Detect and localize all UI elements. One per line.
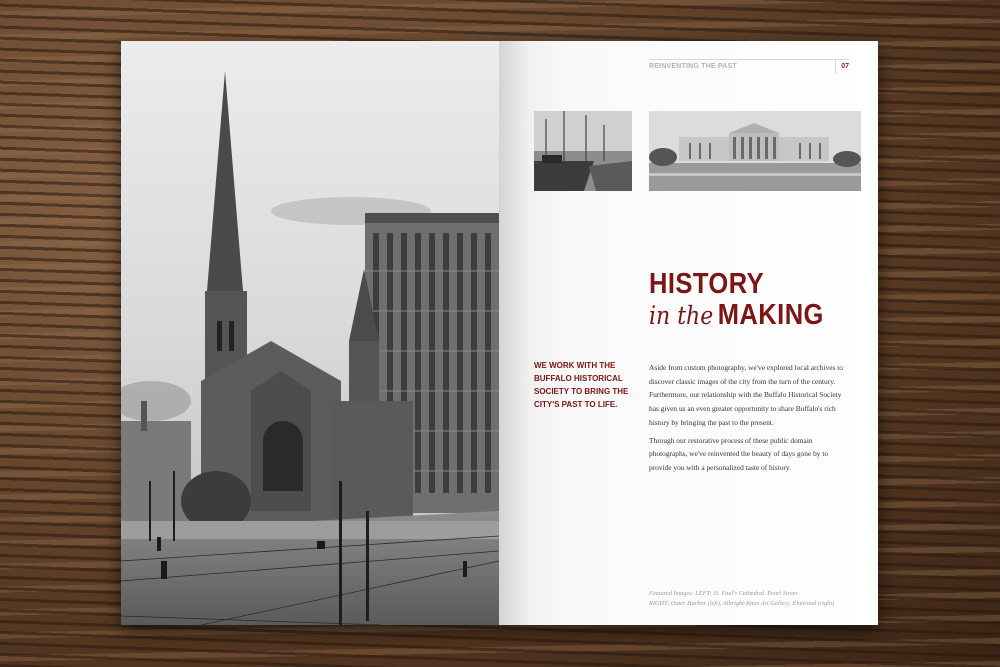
harbor-photo xyxy=(534,111,632,191)
caption-line-2: RIGHT: Outer Harbor (left), Albright-Knox Art Gallery, Elmwood (right) xyxy=(649,600,835,607)
right-page xyxy=(499,41,878,625)
body-copy xyxy=(649,361,846,479)
photo-caption xyxy=(649,589,859,609)
headline-italic-text: in the xyxy=(649,301,714,330)
page-number: 07 xyxy=(835,60,849,74)
headline-bold-text: MAKING xyxy=(717,299,824,331)
magazine-spread xyxy=(121,41,878,625)
pull-quote: WE WORK WITH THE BUFFALO HISTORICAL SOCIETY TO BRING THE CITY'S PAST TO LIFE. xyxy=(534,361,629,409)
gallery-photo xyxy=(649,111,861,191)
headline-line-2 xyxy=(649,299,834,335)
running-head-label: REINVENTING THE PAST xyxy=(649,63,737,70)
running-head xyxy=(649,59,849,74)
cathedral-photo xyxy=(121,41,499,625)
caption-line-1: Featured Images: LEFT: St. Paul's Cathedral, Pearl Street xyxy=(649,590,798,597)
body-paragraph-1: Aside from custom photography, we've explored local archives to discover classic images of the city from the turn of the century. Furthermore, our relationship with the Buffalo Historical Society has given us an even greater opportunity to share Buffalo's rich history by bringing the past to the present. xyxy=(649,363,843,427)
left-page-photo xyxy=(121,41,499,625)
headline xyxy=(649,269,859,335)
headline-line-1: HISTORY xyxy=(649,268,765,300)
body-paragraph-2: Through our restorative process of these public domain photographs, we've reinvented the beauty of days gone by to provide you with a personalized taste of history. xyxy=(649,435,829,472)
